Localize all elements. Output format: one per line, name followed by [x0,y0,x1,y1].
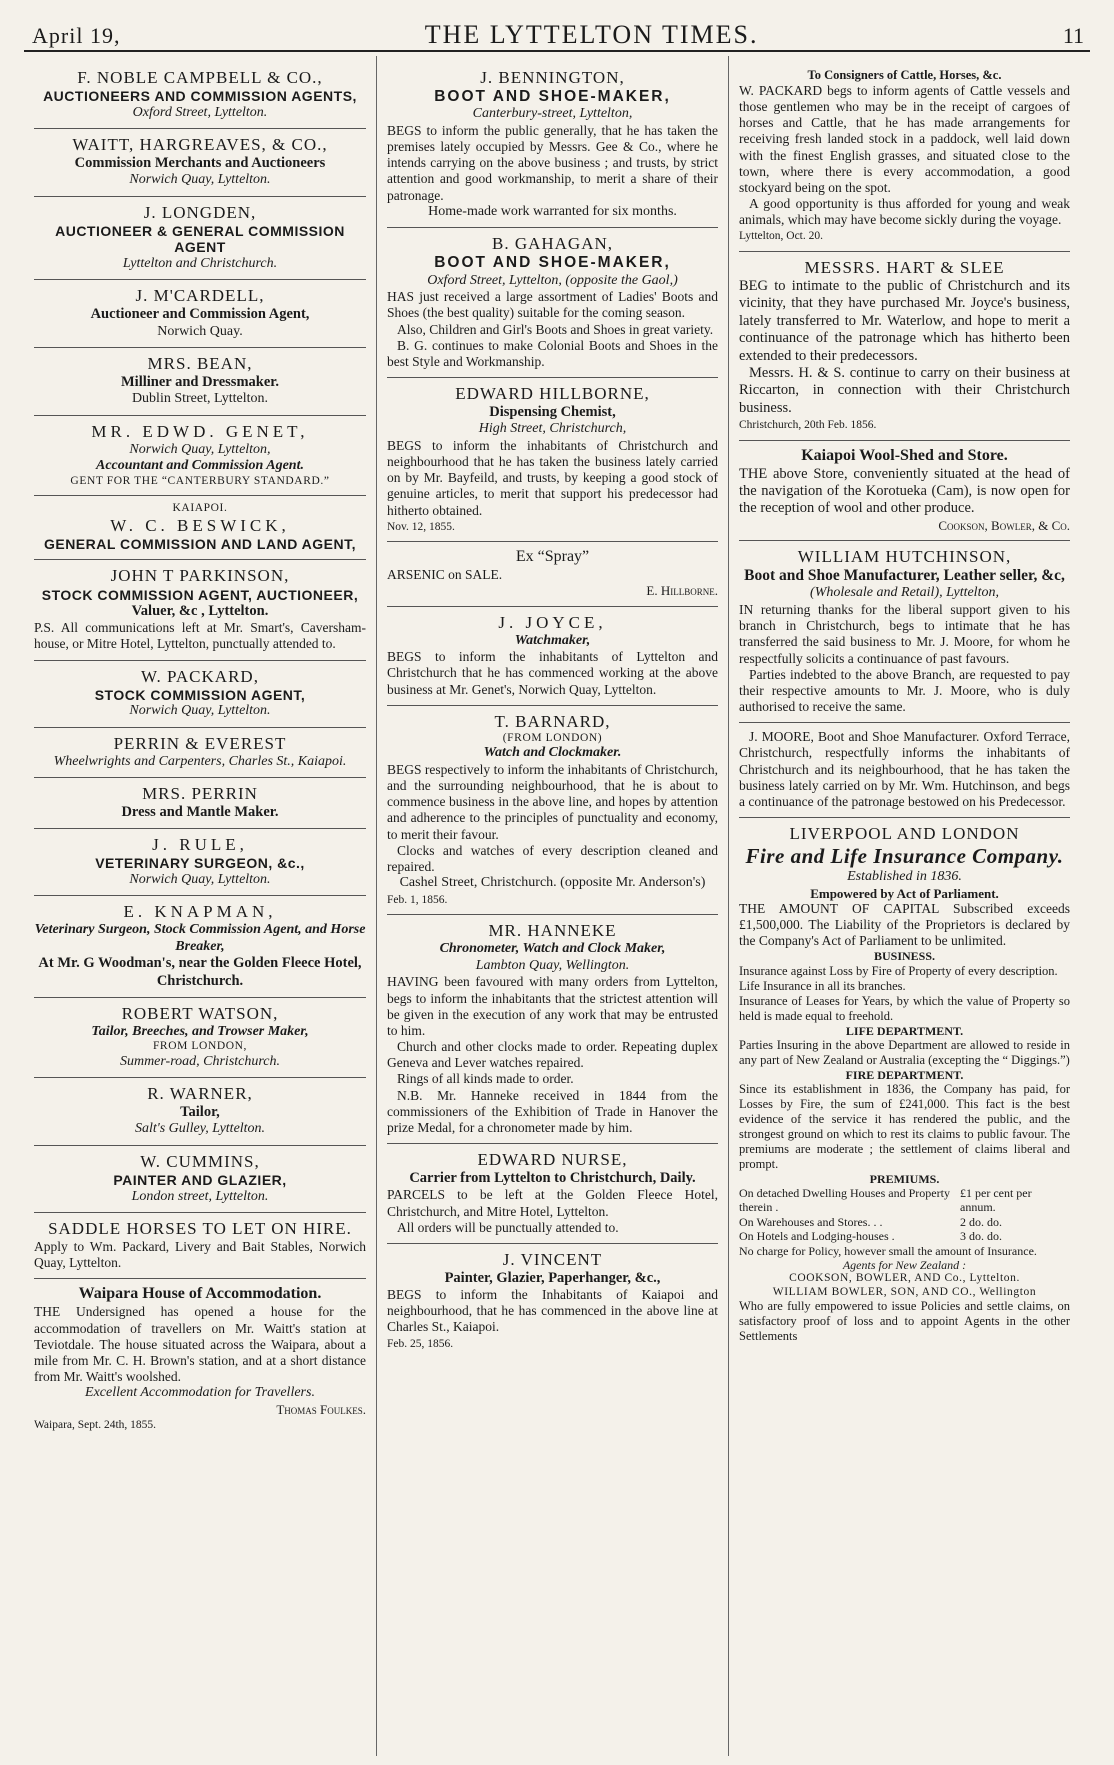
ad-signature: Thomas Foulkes. [276,1401,366,1417]
ad-trade: BOOT AND SHOE-MAKER, [434,88,671,106]
ad-campbell [34,62,366,129]
ad-address: Lyttelton and Christchurch. [122,255,278,271]
ad-body: BEGS to inform the public generally, that he has taken the premises lately occupied by Messrs. Gee & Co., where he intends carrying on the above business ; and trusts, by strict attention and good workmanship, to merit a share of their patronage. [387,122,718,203]
ad-trade: Chronometer, Watch and Clock Maker, [439,941,666,957]
ad-body: HAVING been favoured with many orders from Lyttelton, begs to inform the inhabitants that the strictest attention will be given in the execution of any work that may be entrusted to him. [387,974,718,1038]
ad-bennington [387,62,718,228]
ad-trade: Watchmaker, [514,632,591,648]
ad-address: Norwich Quay, Lyttelton. [129,703,271,719]
ad-heading: To Consigners of Cattle, Horses, &c. [807,68,1002,82]
ad-body: Also, Children and Girl's Boots and Shoes in great variety. [397,321,714,337]
ad-body: Church and other clocks made to order. Repeating duplex Geneva and Lever watches repaired. [387,1039,718,1071]
premium-rate: 2 do. do. [960,1214,1002,1229]
ad-place: KAIAPOI. [172,502,228,515]
ad-body: All orders will be punctually attended to. [397,1219,619,1235]
ad-trade: Carrier from Lyttelton to Christchurch, Daily. [409,1170,696,1187]
ad-name: J. VINCENT [502,1249,603,1269]
ad-body: THE above Store, conveniently situated at the head of the navigation of the Korotueka (Cam), is now open for the reception of wool and other produce. [739,465,1070,517]
ad-name: J. BENNINGTON, [480,68,625,87]
ad-body: B. G. continues to make Colonial Boots and Shoes in the best Style and Workmanship. [387,337,718,369]
ad-trade: AUCTIONEERS AND COMMISSION AGENTS, [43,88,357,105]
ad-name: Waipara House of Accommodation. [78,1285,322,1303]
ad-spray [387,542,718,606]
ad-name: EDWARD NURSE, [477,1150,628,1170]
ad-body: IN returning thanks for the liberal support given to his branch in Christchurch, begs to intimate that he has transferred the said business to Mr. J. Moore, for whom he respectfully solicits a continuance of past favours. [739,601,1070,666]
ad-bean [34,348,366,416]
ad-trade: Boot and Shoe Manufacturer, Leather seller, &c, [744,567,1065,585]
ad-address: Canterbury-street, Lyttelton, [472,106,633,122]
ad-date: Feb. 25, 1856. [387,1337,454,1350]
ad-name: MRS. BEAN, [147,354,253,374]
ad-trade: Veterinary Surgeon, Stock Commission Agent, and Horse Breaker, [34,922,366,954]
ad-body: Parties indebted to the above Branch, are requested to pay their respective amounts to Mr. J. Moore, who is duly authorised to receive the same. [739,666,1070,715]
business-item: Insurance of Leases for Years, by which the value of Property so held is made equal to freehold. [739,993,1070,1023]
ad-body: THE AMOUNT OF CAPITAL Subscribed exceeds £1,500,000. The Liability of the Proprietors is declared by the Company's Act of Parliament to be unlimited. [739,900,1070,949]
ad-origin: (FROM LONDON) [502,731,603,744]
premium-item: On detached Dwelling Houses and Property therein . [739,1186,950,1215]
ad-address: Oxford Street, Lyttelton. [132,104,268,120]
column-2 [376,56,728,1756]
ad-name: ROBERT WATSON, [121,1003,279,1023]
ad-name: W. PACKARD, [141,666,259,686]
ad-address: Dublin Street, Lyttelton. [131,391,269,407]
ad-trade: Commission Merchants and Auctioneers [74,155,326,172]
premium-row [739,1186,1070,1215]
ad-moore [739,723,1070,818]
ad-vincent [387,1244,718,1358]
ad-trade: BOOT AND SHOE-MAKER, [434,254,671,272]
ad-body: HAS just received a large assortment of Ladies' Boots and Shoes (the best quality) suitable for the coming season. [387,289,718,321]
ad-name: E. KNAPMAN, [123,902,277,922]
ad-trade: Dress and Mantle Maker. [121,804,279,821]
ad-trade: STOCK COMMISSION AGENT, AUCTIONEER, [41,586,359,603]
ad-trade: Tailor, Breeches, and Trowser Maker, [91,1023,309,1039]
ad-address: Norwich Quay, Lyttelton. [129,871,271,887]
ad-address: At Mr. G Woodman's, near the Golden Fleece Hotel, Christchurch. [38,955,362,989]
ad-name: T. BARNARD, [494,711,611,731]
ad-empowered: Empowered by Act of Parliament. [810,885,999,901]
ad-trade: Watch and Clockmaker. [483,745,622,761]
ad-name: WILLIAM HUTCHINSON, [797,547,1012,567]
ad-address: London street, Lyttelton. [131,1188,269,1204]
ad-name: F. NOBLE CAMPBELL & CO., [77,68,323,87]
ad-name: JOHN T PARKINSON, [110,566,290,586]
ad-name: PERRIN & EVEREST [113,733,287,753]
ad-mrs-perrin [34,778,366,829]
agent-line: WILLIAM BOWLER, SON, AND CO., Wellington [772,1285,1037,1298]
business-item: Insurance against Loss by Fire of Property of every description. [739,963,1058,978]
ad-trade: AUCTIONEER & GENERAL COMMISSION AGENT [55,222,345,256]
ad-date: Waipara, Sept. 24th, 1855. [34,1419,157,1432]
ad-parkinson [34,560,366,660]
ad-name: MESSRS. HART & SLEE [804,258,1005,277]
premium-rate: £1 per cent per annum. [960,1186,1032,1215]
ad-body: Messrs. H. & S. continue to carry on their business at Riccarton, in connection with their Christchurch business. [739,365,1070,416]
ad-packard-stock [34,661,366,728]
ad-address: Summer-road, Christchurch. [119,1053,281,1069]
premium-row [739,1215,1070,1229]
ad-date: Christchurch, 20th Feb. 1856. [739,419,877,432]
ad-address: Lambton Quay, Wellington. [475,957,630,973]
ad-beswick [34,496,366,560]
ad-mcardell [34,280,366,348]
agent-line: COOKSON, BOWLER, AND Co., Lyttelton. [789,1272,1020,1285]
ad-address: Oxford Street, Lyttelton, (opposite the Gaol,) [427,272,678,288]
ad-note: GENT FOR THE “CANTERBURY STANDARD.” [70,474,330,487]
page-number: 11 [1062,23,1084,48]
ad-body: Clocks and watches of every description cleaned and repaired. [387,842,718,875]
ad-note: P.S. All communications left at Mr. Smart's, Caversham-house, or Mitre Hotel, Lyttelton, punctually attended to. [34,620,366,652]
ad-date: Lyttelton, Oct. 20. [739,230,824,243]
ad-trade: GENERAL COMMISSION AND LAND AGENT, [43,535,357,552]
ad-address: Salt's Gulley, Lyttelton. [134,1121,266,1137]
agents-heading: Agents for New Zealand : [842,1258,967,1272]
ad-packard-cattle [739,62,1070,252]
ad-name: SADDLE HORSES TO LET ON HIRE. [48,1219,352,1239]
ad-body: Apply to Wm. Packard, Livery and Bait Stables, Norwich Quay, Lyttelton. [34,1239,366,1271]
ad-company: Fire and Life Insurance Company. [745,844,1064,869]
ad-note: Excellent Accommodation for Travellers. [85,1385,315,1401]
ad-gahagan [387,228,718,378]
business-item: Life Insurance in all its branches. [739,978,906,993]
ad-body: BEG to intimate to the public of Christchurch and its vicinity, that they have purchased Mr. Joyce's business, lately transferred to Mr. Waterlow, and hope to merit a continuance of the patronage which has hitherto been extended to their predecessors. [739,278,1070,364]
ad-name: J. LONGDEN, [143,202,257,222]
ad-rule [34,829,366,896]
ad-name: MR. EDWD. GENET, [91,421,309,441]
premium-item: On Warehouses and Stores. . . [739,1214,883,1229]
ad-name: B. GAHAGAN, [491,234,614,254]
ad-established: Established in 1836. [847,869,962,885]
ad-knapman [34,896,366,997]
ad-address: High Street, Christchurch, [478,421,627,437]
columns [24,56,1090,1756]
ad-kaiapoi-store [739,441,1070,541]
ad-name: MRS. PERRIN [142,784,258,804]
ad-body: THE Undersigned has opened a house for the accommodation of travellers on Mr. Waitt's station at Teviotdale. The house situated across the Waipara, about a mile from Mr. C. H. Brown's station, and at a short distance from Mr. Waitt's woolshed. [34,1304,366,1385]
ad-name: EDWARD HILLBORNE, [455,384,650,404]
ad-nurse [387,1144,718,1244]
premium-row [739,1229,1070,1243]
ad-body: W. PACKARD begs to inform agents of Cattle vessels and those gentlemen who may be in the receipt of cargoes of horses and Cattle, that he has made arrangements for receiving fresh landed stock in a paddock, well laid down with the finest English grasses, and situated close to the town, where there is every accommodation, a good stockyard being on the spot. [739,82,1070,195]
column-3 [728,56,1080,1756]
ad-body: Rings of all kinds made to order. [397,1071,574,1087]
ad-insurance [739,818,1070,1351]
ad-body: PARCELS to be left at the Golden Fleece Hotel, Christchurch, and Mitre Hotel, Lyttelton. [387,1187,718,1219]
ad-waipara [34,1279,366,1439]
premium-rate: 3 do. do. [960,1229,1002,1244]
ad-longden [34,197,366,281]
ad-body: J. MOORE, Boot and Shoe Manufacturer. Oxford Terrace, Christchurch, respectfully informs the inhabitants of Christchurch and its neighbourhood, that he has taken the business lately carried on by Mr. Wm. Hutchinson, and begs a continuance of the patronage bestowed on his Predecessor. [739,729,1070,810]
ad-waitt [34,129,366,197]
ad-address: Norwich Quay, Lyttelton, [129,441,271,457]
ad-perrin-everest [34,728,366,779]
ad-barnard [387,706,718,916]
ad-hillborne [387,378,718,542]
ad-trade: Milliner and Dressmaker. [120,374,280,391]
ad-body: N.B. Mr. Hanneke received in 1844 from the commissioners of the Exhibition of Trade in Hanover the prize Medal, for a chronometer made by him. [387,1087,718,1136]
ad-saddle-horses [34,1213,366,1279]
issue-date: April 19, [32,23,121,48]
ad-genet [34,416,366,497]
ad-body: BEGS respectively to inform the inhabitants of Christchurch, and the surrounding neighbourhood, that he is about to commence business in the above line, and hopes by attention and adherence to the principles of punctuality and economy, to merit their favour. [387,761,718,842]
ad-hutchinson [739,541,1070,723]
premium-note: No charge for Policy, however small the amount of Insurance. [739,1243,1037,1258]
ad-cummins [34,1146,366,1213]
ad-note: Home-made work warranted for six months. [428,203,677,219]
ad-signature: Cookson, Bowler, & Co. [938,517,1070,533]
ad-address: Valuer, &c , Lyttelton. [131,603,269,620]
section-life: LIFE DEPARTMENT. [845,1023,964,1038]
ad-trade: VETERINARY SURGEON, &c., [95,855,305,872]
ad-body: ARSENIC on SALE. [387,567,503,583]
premium-item: On Hotels and Lodging-houses . [739,1229,895,1244]
ad-name: W. C. BESWICK, [110,515,290,535]
section-business: BUSINESS. [873,949,936,964]
ad-joyce [387,607,718,706]
ad-trade: Dispensing Chemist, [489,404,616,421]
life-text: Parties Insuring in the above Department are allowed to reside in any part of New Zealand or Australia (excepting the “ Diggings.”) [739,1037,1070,1067]
ad-trade: STOCK COMMISSION AGENT, [94,686,306,703]
ad-name: Kaiapoi Wool-Shed and Store. [801,446,1008,464]
masthead [24,0,1090,52]
ad-name: J. RULE, [152,835,248,855]
ad-date: Nov. 12, 1855. [387,520,455,533]
ad-note: FROM LONDON, [152,1040,248,1053]
ad-name: R. WARNER, [147,1084,253,1104]
ad-address: Norwich Quay. [157,323,243,339]
ad-name: LIVERPOOL AND LONDON [789,824,1020,844]
agents-text: Who are fully empowered to issue Policies and settle claims, on satisfactory proof of loss and to appoint Agents in the other Settlements [739,1299,1070,1344]
ad-address: Cashel Street, Christchurch. (opposite Mr. Anderson's) [399,875,706,891]
ad-body: BEGS to inform the inhabitants of Lyttelton and Christchurch that he has commenced working at the above business at Mr. Genet's, Norwich Quay, Lyttelton. [387,649,718,697]
ad-name: J. JOYCE, [498,612,607,632]
ad-name: MR. HANNEKE [488,921,617,941]
ad-hart-slee [739,252,1070,441]
ad-name: WAITT, HARGREAVES, & CO., [72,135,328,155]
ad-body: A good opportunity is thus afforded for young and weak animals, which may have become sickly during the voyage. [739,196,1070,228]
fire-text: Since its establishment in 1836, the Company has paid, for Losses by Fire, the sum of £241,000. This fact is the best evidence of the service it has rendered the public, and the strongest ground on which to rest its claims to public favour. The premiums are moderate ; the settlement of claims liberal and prompt. [739,1081,1070,1171]
ad-address: (Wholesale and Retail), Lyttelton, [810,585,999,601]
ad-trade: Painter, Glazier, Paperhanger, &c., [444,1270,661,1286]
ad-trade: Auctioneer and Commission Agent, [90,306,310,323]
ad-watson [34,998,366,1079]
ad-address: Wheelwrights and Carpenters, Charles St., Kaiapoi. [53,753,347,769]
ad-name: W. CUMMINS, [140,1151,260,1171]
ad-trade: PAINTER AND GLAZIER, [113,1172,287,1189]
ad-body: BEGS to inform the Inhabitants of Kaiapoi and neighbourhood, that he has commenced in the above line at Charles St., Kaiapoi. [387,1287,718,1335]
ad-body: BEGS to inform the inhabitants of Christchurch and neighbourhood that he has taken the business lately carried on by Mr. Bayfeild, and trusts, by keeping a good stock of genuine articles, to merit that support his predecessor had hitherto obtained. [387,437,718,518]
ad-address: Norwich Quay, Lyttelton. [129,172,271,188]
ad-date: Feb. 1, 1856. [387,893,448,906]
newspaper-title: THE LYTTELTON TIMES. [424,20,759,49]
section-premiums: PREMIUMS. [869,1171,940,1186]
ad-warner [34,1078,366,1146]
section-fire: FIRE DEPARTMENT. [845,1067,964,1082]
ad-trade: Accountant and Commission Agent. [96,458,304,474]
ad-name: Ex “Spray” [515,548,590,566]
ad-signature: E. Hillborne. [646,583,718,599]
ad-trade: Tailor, [180,1104,220,1121]
column-1 [24,56,376,1756]
ad-name: J. M'CARDELL, [135,286,265,306]
ad-hanneke [387,915,718,1144]
